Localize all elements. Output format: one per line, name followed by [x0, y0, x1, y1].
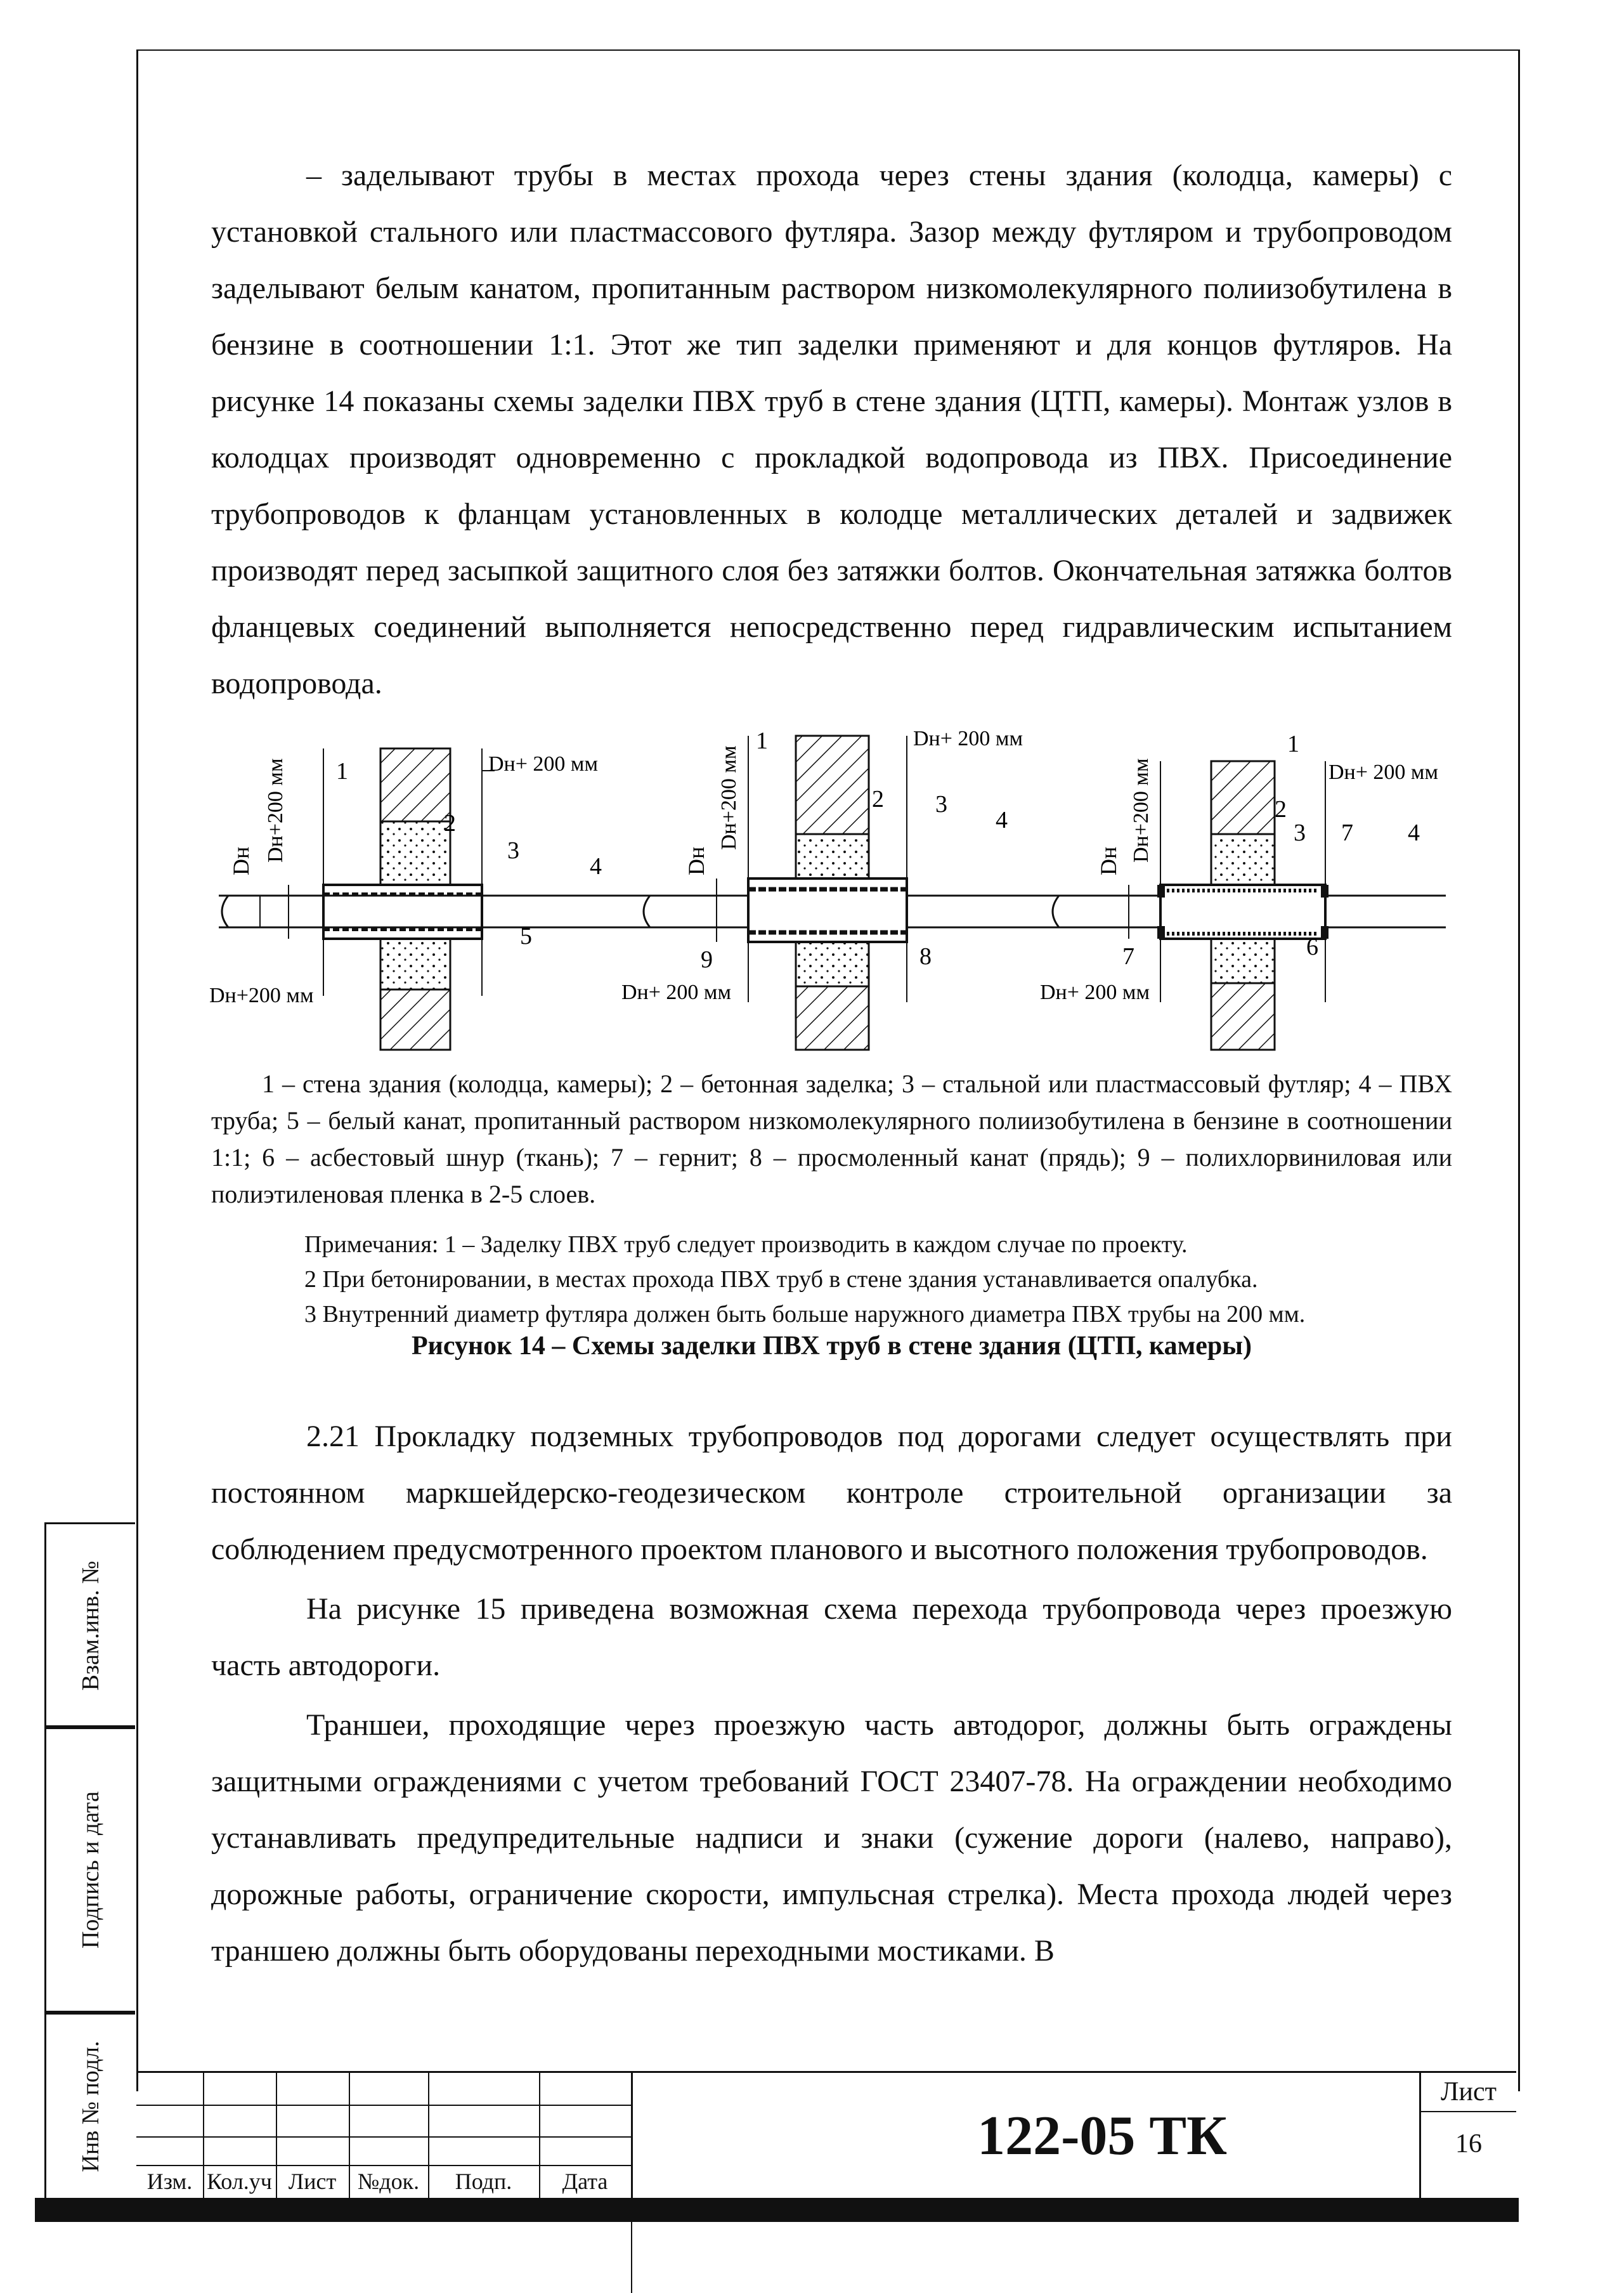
callout-7b: 7: [1122, 943, 1134, 970]
note-3: 3 Внутренний диаметр футляра должен быть больше наружного диаметра ПВХ трубы на 200 мм.: [304, 1301, 1306, 1328]
side-stamp-replaced-inv: [44, 1522, 135, 1729]
callout-6: 6: [1306, 934, 1318, 960]
dim-label-1-top: Dн+ 200 мм: [488, 752, 598, 776]
dim-label-2-bottom: Dн+ 200 мм: [621, 981, 731, 1004]
callout-1b: 1: [756, 728, 768, 754]
callout-2c: 2: [1275, 796, 1287, 823]
callout-4c: 4: [1408, 820, 1420, 846]
side-label-1: Взам.инв. №: [77, 1560, 104, 1691]
p3-text: Траншеи, проходящие через проезжую часть автодорог, должны быть ограждены защитными ограждениями с учетом требований ГОСТ 23407-78. На ограждении необходимо устанавливать предупредительные надписи и знаки (сужение дороги (налево, направо), дорожные работы, ограничение скорости, импульсная стрелка). Места прохода людей через траншею должны быть оборудованы переходными мостиками. В: [211, 1708, 1452, 1968]
callout-8: 8: [919, 943, 932, 970]
body-text: – заделывают трубы в местах прохода через стены здания (колодца, камеры) с установкой стального или пластмассового футляра. Зазор между футляром и трубопроводом заделывают белым канатом, пропитанным раствором низкомолекулярного полиизобутилена в бензине в соотношении 1:1. Этот же тип заделки применяют и для концов футляров. На рисунке 14 показаны схемы заделки ПВХ труб в стене здания (ЦТП, камеры). Монтаж узлов в колодцах производят одновременно с прокладкой водопровода из ПВХ. Присоединение трубопроводов к фланцам установленных в колодце металлических деталей и задвижек производят перед засыпкой защитного слоя без затяжки болтов. Окончательная затяжка болтов фланцевых соединений выполняется непосредственно перед гидравлическим испытанием водопровода.: [211, 159, 1452, 700]
figure-notes: [304, 1227, 1452, 1332]
callout-4b: 4: [996, 807, 1008, 833]
col-list: Лист: [288, 2169, 337, 2194]
callout-4: 4: [590, 853, 602, 880]
callout-3b: 3: [935, 791, 947, 818]
sheet-number-box: [1419, 2073, 1516, 2200]
callout-7: 7: [1341, 820, 1353, 846]
paragraph-2-21: [211, 1408, 1452, 1578]
dim-label-2-top: Dн+ 200 мм: [913, 727, 1023, 750]
callout-5: 5: [520, 923, 532, 950]
side-label-3: Инв № подл.: [77, 2040, 104, 2172]
sheet-number: 16: [1455, 2129, 1482, 2159]
scheme-3: [1040, 731, 1438, 1050]
callout-3: 3: [507, 837, 519, 864]
col-izm: Изм.: [146, 2169, 193, 2194]
title-block: [136, 2071, 1516, 2200]
col-ndok: №док.: [357, 2169, 420, 2194]
dim-label-3-top: Dн+ 200 мм: [1328, 761, 1438, 784]
side-label-2: Подпись и дата: [77, 1791, 104, 1949]
legend-text: 1 – стена здания (колодца, камеры); 2 – бетонная заделка; 3 – стальной или пластмассовый футляр; 4 – ПВХ труба; 5 – белый канат, пропитанный раствором низкомолекулярного полиизобутилена в бензине в соотношении 1:1; 6 – асбестовый шнур (ткань); 7 – гернит; 8 – просмоленный канат (прядь); 9 – полихлорвиниловая или полиэтиленовая пленка в 2-5 слоев.: [211, 1069, 1452, 1208]
col-data: Дата: [562, 2169, 608, 2194]
side-stamp-signature: [44, 1725, 135, 2015]
callout-2b: 2: [872, 786, 884, 813]
figure-caption: Рисунок 14 – Схемы заделки ПВХ труб в стене здания (ЦТП, камеры): [412, 1331, 1252, 1361]
dim-dn-plus-3: Dн+200 мм: [1129, 758, 1153, 863]
callout-1: 1: [336, 758, 348, 785]
paragraph-trenches: [211, 1697, 1452, 1979]
note-1: Примечания: 1 – Заделку ПВХ труб следует производить в каждом случае по проекту.: [304, 1231, 1188, 1258]
callout-1c: 1: [1287, 731, 1299, 757]
figure-legend: [211, 1066, 1452, 1213]
dim-label-3-bottom: Dн+ 200 мм: [1040, 981, 1150, 1004]
revision-table: [136, 2073, 631, 2200]
dim-dn-plus-1: Dн+200 мм: [264, 758, 287, 863]
col-podp: Подп.: [455, 2169, 512, 2194]
body-paragraph-top: [211, 147, 1452, 712]
callout-3c: 3: [1294, 820, 1306, 846]
side-stamp-inv-original: [44, 2011, 135, 2202]
note-2: 2 При бетонировании, в местах прохода ПВХ труб в стене здания устанавливается опалубка.: [304, 1266, 1258, 1293]
document-code: 122-05 ТК: [631, 2073, 1571, 2200]
p1-text: 2.21 Прокладку подземных трубопроводов под дорогами следует осуществлять при постоянном маркшейдерско-геодезическом контроле строительной организации за соблюдением предусмотренного проектом планового и высотного положения трубопроводов.: [211, 1420, 1452, 1566]
callout-9: 9: [701, 946, 713, 973]
dim-dn-1: Dн: [228, 846, 254, 875]
dim-dn-2: Dн: [684, 846, 709, 875]
dim-dn-3: Dн: [1096, 846, 1121, 875]
scan-bottom-edge: [35, 2198, 1519, 2222]
dim-dn-plus-2: Dн+200 мм: [717, 745, 741, 850]
sheet-label: Лист: [1421, 2073, 1516, 2112]
callout-2: 2: [444, 810, 456, 837]
figure-14: [203, 723, 1458, 1053]
p2-text: На рисунке 15 приведена возможная схема перехода трубопровода через проезжую часть автодороги.: [211, 1592, 1452, 1682]
paragraph-fig15: [211, 1581, 1452, 1694]
col-kol-uch: Кол.уч: [207, 2169, 272, 2194]
scheme-2: [621, 727, 1023, 1050]
dim-label-1-bottom: Dн+200 мм: [209, 984, 314, 1007]
